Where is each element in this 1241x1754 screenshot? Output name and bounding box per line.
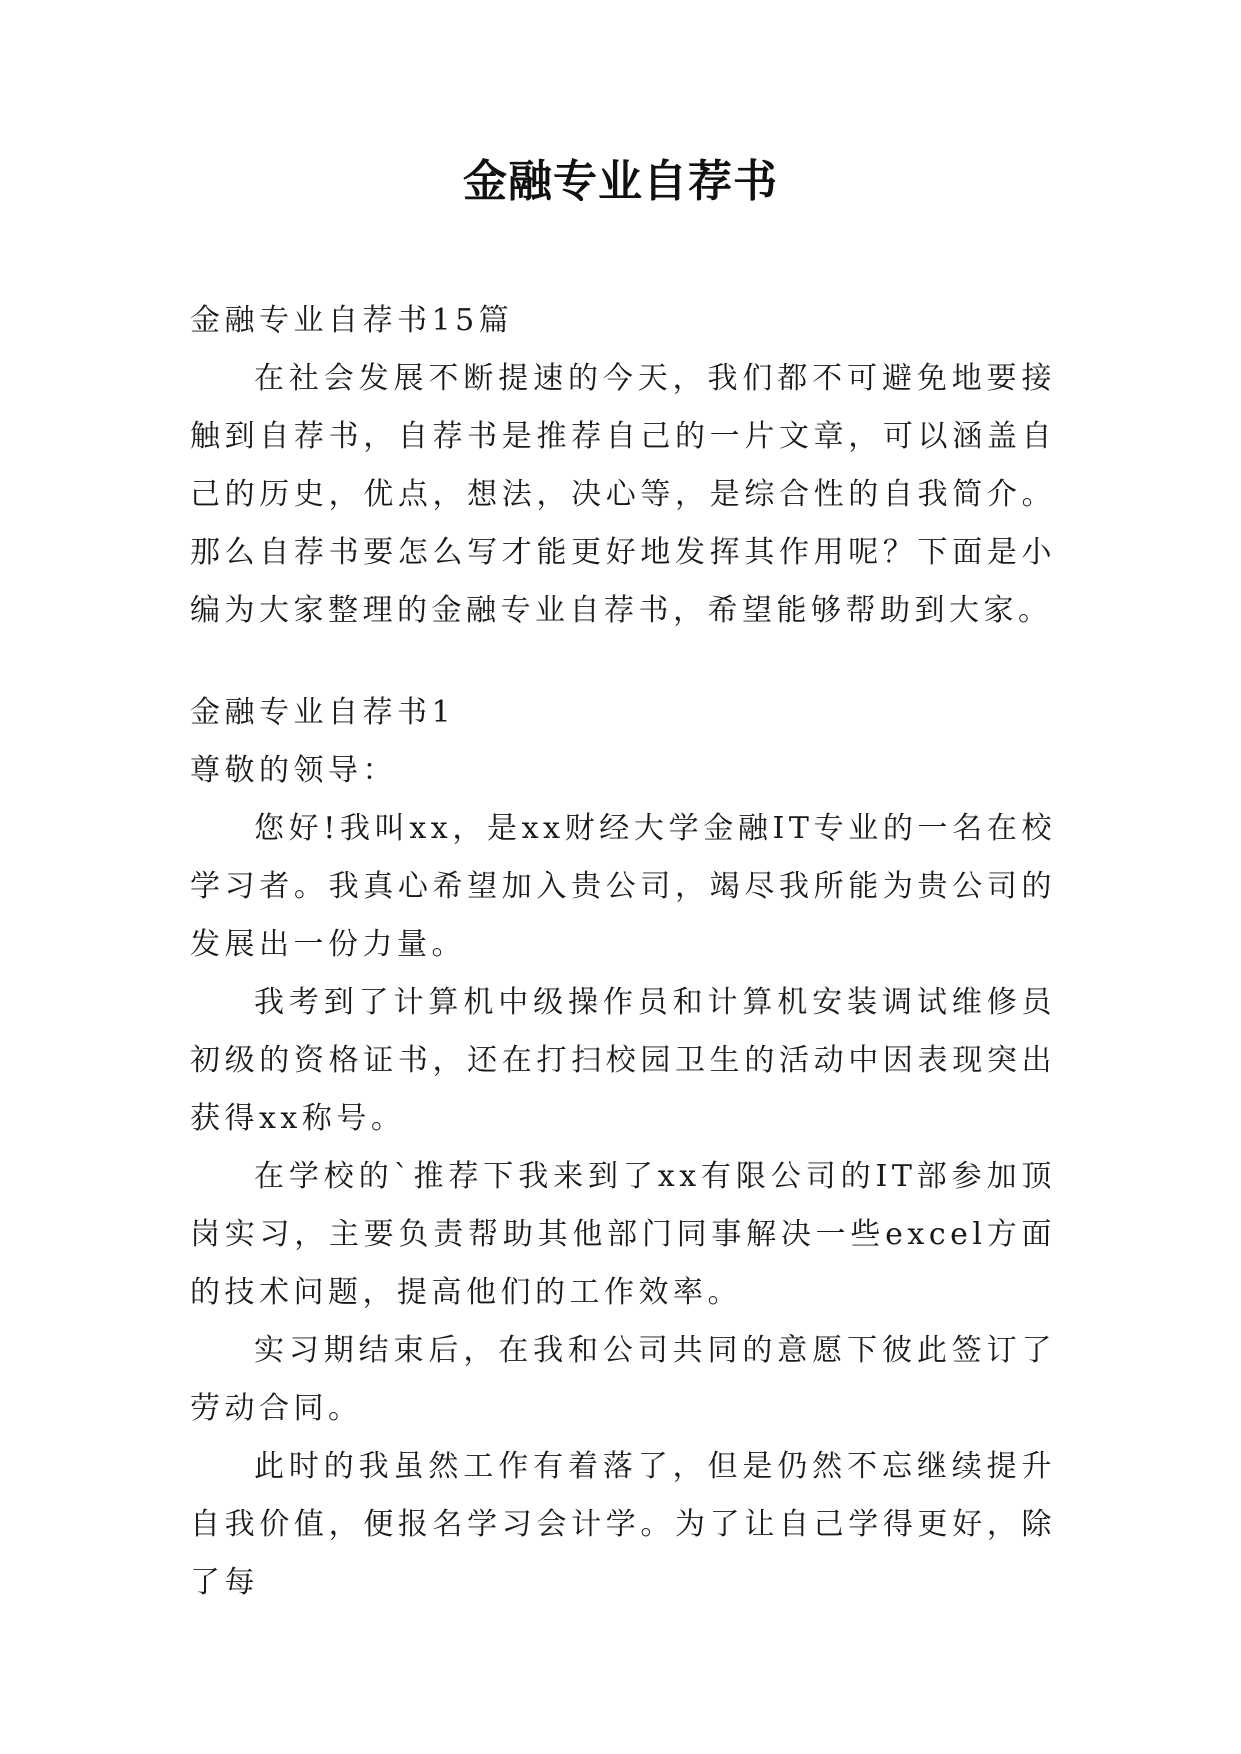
intro-paragraph: 在社会发展不断提速的今天，我们都不可避免地要接触到自荐书，自荐书是推荐自己的一片文章，可以涵盖自己的历史，优点，想法，决心等，是综合性的自我简介。那么自荐书要怎么写才能更好地发挥其作用呢？下面是小编为大家整理的金融专业自荐书，希望能够帮助到大家。 bbox=[190, 361, 1056, 628]
document-subtitle: 金融专业自荐书15篇 bbox=[190, 303, 514, 338]
body-paragraph: 实习期结束后，在我和公司共同的意愿下彼此签订了劳动合同。 bbox=[190, 1333, 1056, 1426]
body-paragraph: 此时的我虽然工作有着落了，但是仍然不忘继续提升自我价值，便报名学习会计学。为了让自己学得更好，除了每 bbox=[190, 1449, 1056, 1600]
body-paragraph: 您好!我叫xx，是xx财经大学金融IT专业的一名在校学习者。我真心希望加入贵公司，竭尽我所能为贵公司的发展出一份力量。 bbox=[190, 811, 1056, 962]
section-heading: 金融专业自荐书1 bbox=[190, 695, 456, 730]
body-paragraph: 我考到了计算机中级操作员和计算机安装调试维修员初级的资格证书，还在打扫校园卫生的活动中因表现突出获得xx称号。 bbox=[190, 985, 1056, 1136]
document-title: 金融专业自荐书 bbox=[463, 156, 778, 207]
salutation: 尊敬的领导： bbox=[190, 753, 397, 788]
document-body bbox=[190, 292, 1056, 1612]
body-paragraph: 在学校的`推荐下我来到了xx有限公司的IT部参加顶岗实习，主要负责帮助其他部门同事解决一些excel方面的技术问题，提高他们的工作效率。 bbox=[190, 1159, 1056, 1310]
